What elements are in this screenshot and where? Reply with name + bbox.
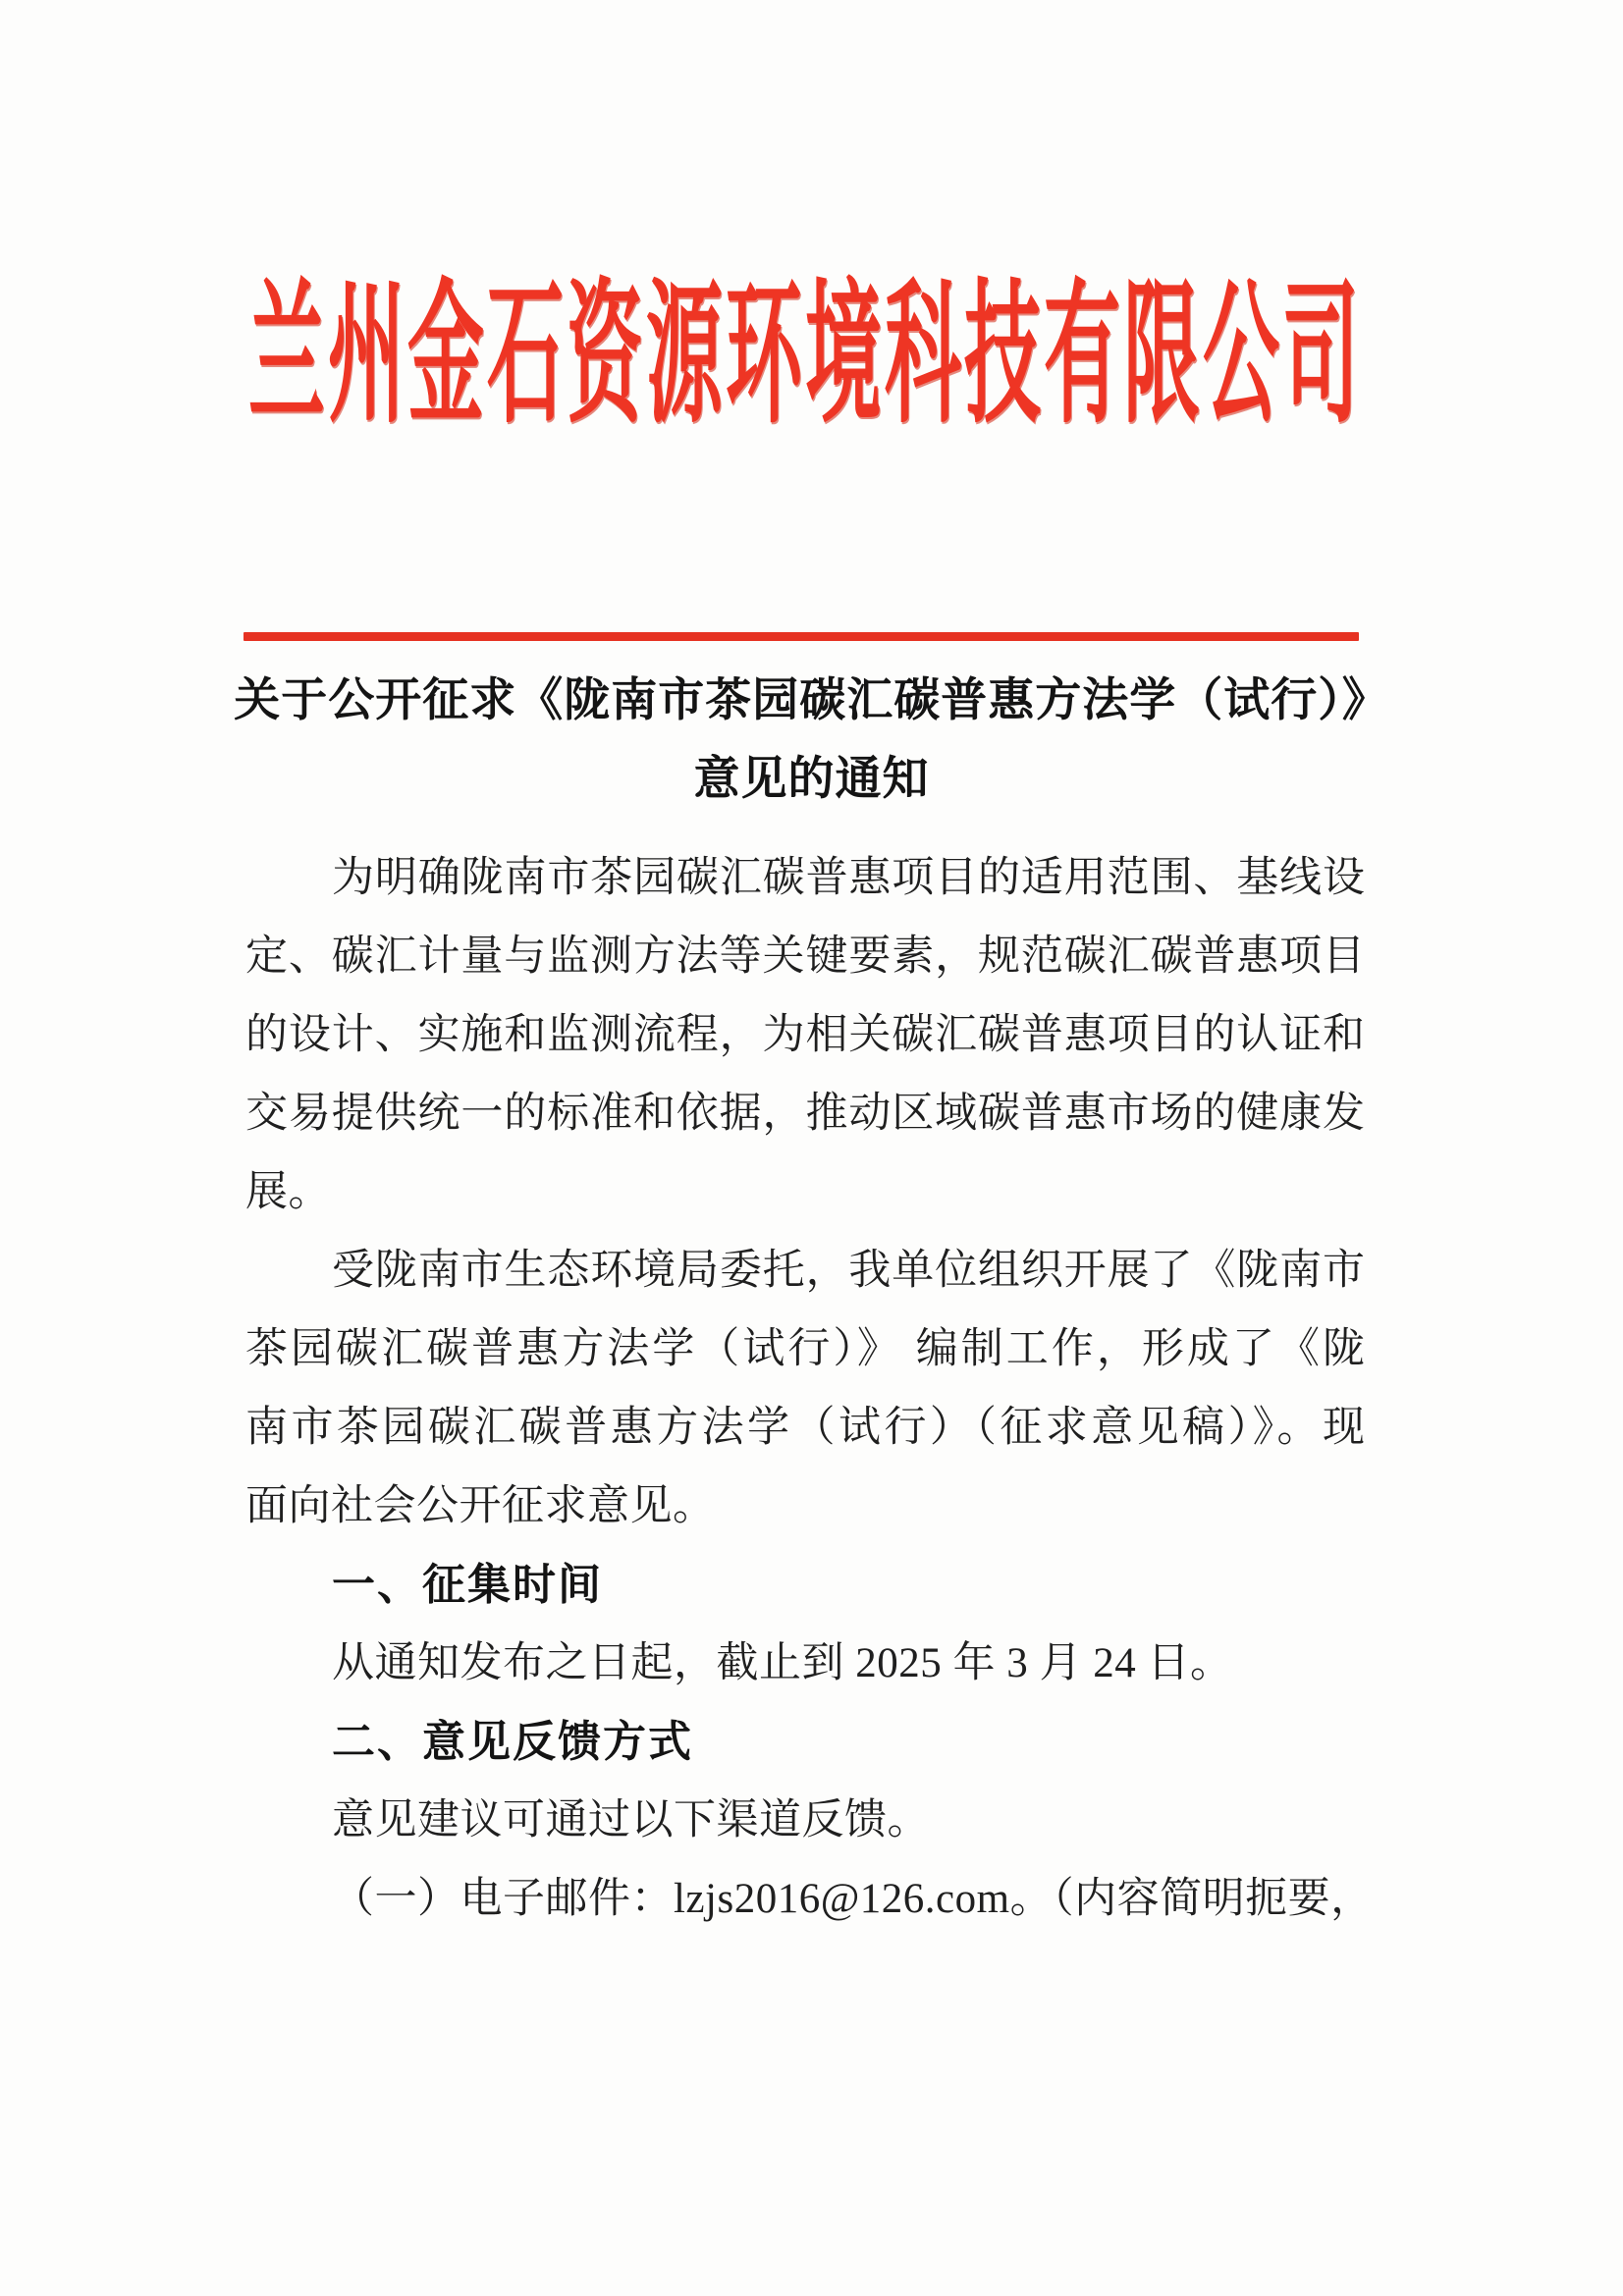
section-heading: 二、意见反馈方式 [332, 1718, 693, 1766]
body-line: 面向社会公开征求意见。 [245, 1483, 716, 1529]
body-line: 展。 [245, 1169, 331, 1215]
body-line: 的设计、实施和监测流程，为相关碳汇碳普惠项目的认证和 [245, 1012, 1365, 1058]
notice-title-line2: 意见的通知 [693, 754, 930, 805]
letterhead-company-name: 兰州金石资源环境科技有限公司 [247, 268, 1362, 442]
letterhead-divider-line [243, 632, 1359, 641]
notice-body [245, 839, 1374, 1939]
body-line: 定、碳汇计量与监测方法等关键要素，规范碳汇碳普惠项目 [245, 934, 1365, 980]
notice-title-line1: 关于公开征求《陇南市茶园碳汇碳普惠方法学（试行）》 [234, 675, 1389, 726]
body-line: 受陇南市生态环境局委托，我单位组织开展了《陇南市 [332, 1248, 1365, 1294]
body-line: 茶园碳汇碳普惠方法学（试行）》 编制工作，形成了《陇 [245, 1326, 1365, 1372]
body-line: 从通知发布之日起，截止到 2025 年 3 月 24 日。 [332, 1640, 1233, 1686]
body-line: 南市茶园碳汇碳普惠方法学（试行）（征求意见稿）》。现 [245, 1405, 1365, 1451]
body-line: 为明确陇南市茶园碳汇碳普惠项目的适用范围、基线设 [332, 855, 1365, 901]
body-line: （一）电子邮件：lzjs2016@126.com。（内容简明扼要， [332, 1876, 1374, 1922]
notice-title [0, 662, 1623, 819]
body-line: 交易提供统一的标准和依据，推动区域碳普惠市场的健康发 [245, 1091, 1365, 1137]
section-heading: 一、征集时间 [332, 1561, 603, 1609]
body-line: 意见建议可通过以下渠道反馈。 [332, 1797, 930, 1843]
